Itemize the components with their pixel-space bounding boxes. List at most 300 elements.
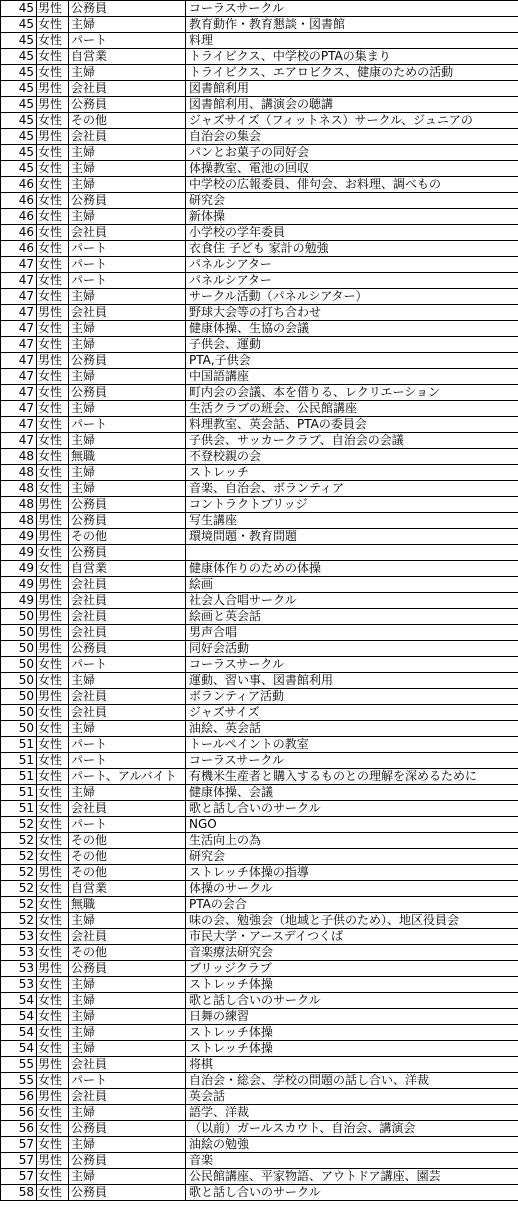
age-cell[interactable]: 55 (1, 1073, 37, 1089)
gender-cell[interactable]: 男性 (37, 961, 69, 977)
age-cell[interactable]: 45 (1, 161, 37, 177)
occupation-cell[interactable]: 公務員 (69, 385, 186, 401)
gender-cell[interactable]: 女性 (37, 737, 69, 753)
activity-cell[interactable]: トールペイントの教室 (186, 737, 518, 753)
age-cell[interactable]: 46 (1, 177, 37, 193)
age-cell[interactable]: 53 (1, 945, 37, 961)
activity-cell[interactable]: 絵画と英会話 (186, 609, 518, 625)
occupation-cell[interactable]: 自営業 (69, 561, 186, 577)
gender-cell[interactable]: 女性 (37, 337, 69, 353)
age-cell[interactable]: 45 (1, 81, 37, 97)
age-cell[interactable]: 57 (1, 1153, 37, 1169)
occupation-cell[interactable]: 会社員 (69, 1089, 186, 1105)
gender-cell[interactable]: 女性 (37, 657, 69, 673)
activity-cell[interactable]: 有機米生産者と購入するものとの理解を深めるために (186, 769, 518, 785)
activity-cell[interactable]: 研究会 (186, 849, 518, 865)
activity-cell[interactable]: 日舞の練習 (186, 1009, 518, 1025)
age-cell[interactable]: 56 (1, 1105, 37, 1121)
age-cell[interactable]: 47 (1, 273, 37, 289)
age-cell[interactable]: 47 (1, 417, 37, 433)
activity-cell[interactable]: 環境問題・教育問題 (186, 529, 518, 545)
occupation-cell[interactable]: 主婦 (69, 977, 186, 993)
gender-cell[interactable]: 男性 (37, 529, 69, 545)
age-cell[interactable]: 47 (1, 369, 37, 385)
occupation-cell[interactable]: 主婦 (69, 913, 186, 929)
activity-cell[interactable]: 料理 (186, 33, 518, 49)
activity-cell[interactable]: 公民館講座、平家物語、アウトドア講座、園芸 (186, 1169, 518, 1185)
gender-cell[interactable]: 女性 (37, 65, 69, 81)
occupation-cell[interactable]: パート (69, 657, 186, 673)
age-cell[interactable]: 57 (1, 1137, 37, 1153)
activity-cell[interactable]: 同好会活動 (186, 641, 518, 657)
age-cell[interactable]: 50 (1, 641, 37, 657)
activity-cell[interactable]: ストレッチ体操 (186, 1025, 518, 1041)
gender-cell[interactable]: 女性 (37, 241, 69, 257)
occupation-cell[interactable]: パート (69, 33, 186, 49)
occupation-cell[interactable]: 主婦 (69, 1025, 186, 1041)
age-cell[interactable]: 48 (1, 513, 37, 529)
occupation-cell[interactable]: 公務員 (69, 497, 186, 513)
age-cell[interactable]: 50 (1, 609, 37, 625)
age-cell[interactable]: 49 (1, 561, 37, 577)
age-cell[interactable]: 54 (1, 1041, 37, 1057)
occupation-cell[interactable]: 自営業 (69, 49, 186, 65)
age-cell[interactable]: 51 (1, 785, 37, 801)
occupation-cell[interactable]: 公務員 (69, 961, 186, 977)
occupation-cell[interactable]: 主婦 (69, 1105, 186, 1121)
activity-cell[interactable]: 写生講座 (186, 513, 518, 529)
gender-cell[interactable]: 男性 (37, 129, 69, 145)
activity-cell[interactable]: サークル活動（パネルシアター） (186, 289, 518, 305)
occupation-cell[interactable]: 会社員 (69, 225, 186, 241)
age-cell[interactable]: 54 (1, 1009, 37, 1025)
activity-cell[interactable]: 油絵、英会話 (186, 721, 518, 737)
age-cell[interactable]: 54 (1, 993, 37, 1009)
occupation-cell[interactable]: 会社員 (69, 625, 186, 641)
occupation-cell[interactable]: 主婦 (69, 337, 186, 353)
age-cell[interactable]: 47 (1, 385, 37, 401)
activity-cell[interactable]: 将棋 (186, 1057, 518, 1073)
gender-cell[interactable]: 男性 (37, 497, 69, 513)
gender-cell[interactable]: 女性 (37, 465, 69, 481)
occupation-cell[interactable]: パート (69, 1073, 186, 1089)
age-cell[interactable]: 52 (1, 849, 37, 865)
gender-cell[interactable]: 男性 (37, 865, 69, 881)
activity-cell[interactable]: コーラスサークル (186, 1, 518, 17)
age-cell[interactable]: 45 (1, 113, 37, 129)
age-cell[interactable]: 49 (1, 529, 37, 545)
gender-cell[interactable]: 女性 (37, 1105, 69, 1121)
occupation-cell[interactable]: 公務員 (69, 97, 186, 113)
age-cell[interactable]: 56 (1, 1121, 37, 1137)
gender-cell[interactable]: 男性 (37, 1057, 69, 1073)
gender-cell[interactable]: 男性 (37, 305, 69, 321)
gender-cell[interactable]: 女性 (37, 673, 69, 689)
age-cell[interactable]: 49 (1, 593, 37, 609)
age-cell[interactable]: 51 (1, 753, 37, 769)
age-cell[interactable]: 47 (1, 353, 37, 369)
activity-cell[interactable]: 音楽、自治会、ボランティア (186, 481, 518, 497)
gender-cell[interactable]: 女性 (37, 209, 69, 225)
gender-cell[interactable]: 女性 (37, 881, 69, 897)
age-cell[interactable]: 48 (1, 481, 37, 497)
gender-cell[interactable]: 女性 (37, 1009, 69, 1025)
age-cell[interactable]: 50 (1, 689, 37, 705)
activity-cell[interactable]: 中国語講座 (186, 369, 518, 385)
age-cell[interactable]: 56 (1, 1089, 37, 1105)
activity-cell[interactable]: トライビクス、エアロビクス、健康のための活動 (186, 65, 518, 81)
activity-cell[interactable]: 歌と話し合いのサークル (186, 1185, 518, 1201)
activity-cell[interactable]: ボランティア活動 (186, 689, 518, 705)
gender-cell[interactable]: 女性 (37, 977, 69, 993)
gender-cell[interactable]: 男性 (37, 625, 69, 641)
age-cell[interactable]: 47 (1, 401, 37, 417)
occupation-cell[interactable]: 会社員 (69, 801, 186, 817)
age-cell[interactable]: 50 (1, 721, 37, 737)
occupation-cell[interactable]: 会社員 (69, 705, 186, 721)
occupation-cell[interactable]: その他 (69, 833, 186, 849)
activity-cell[interactable]: 自治会・総会、学校の問題の話し合い、洋裁 (186, 1073, 518, 1089)
gender-cell[interactable]: 女性 (37, 17, 69, 33)
occupation-cell[interactable]: 公務員 (69, 513, 186, 529)
age-cell[interactable]: 47 (1, 321, 37, 337)
occupation-cell[interactable]: その他 (69, 113, 186, 129)
activity-cell[interactable]: パネルシアター (186, 257, 518, 273)
occupation-cell[interactable]: 主婦 (69, 465, 186, 481)
gender-cell[interactable]: 女性 (37, 545, 69, 561)
activity-cell[interactable]: 小学校の学年委員 (186, 225, 518, 241)
age-cell[interactable]: 52 (1, 865, 37, 881)
activity-cell[interactable]: 図書館利用 (186, 81, 518, 97)
age-cell[interactable]: 45 (1, 1, 37, 17)
age-cell[interactable]: 50 (1, 673, 37, 689)
age-cell[interactable]: 55 (1, 1057, 37, 1073)
occupation-cell[interactable]: 無職 (69, 449, 186, 465)
occupation-cell[interactable]: 公務員 (69, 1185, 186, 1201)
activity-cell[interactable]: 歌と話し合いのサークル (186, 801, 518, 817)
gender-cell[interactable]: 男性 (37, 641, 69, 657)
occupation-cell[interactable]: パート (69, 273, 186, 289)
occupation-cell[interactable]: その他 (69, 529, 186, 545)
occupation-cell[interactable]: 主婦 (69, 433, 186, 449)
occupation-cell[interactable]: 主婦 (69, 673, 186, 689)
activity-cell[interactable]: 町内会の会議、本を借りる、レクリエーション (186, 385, 518, 401)
occupation-cell[interactable]: 会社員 (69, 129, 186, 145)
age-cell[interactable]: 51 (1, 801, 37, 817)
age-cell[interactable]: 57 (1, 1169, 37, 1185)
occupation-cell[interactable]: 主婦 (69, 721, 186, 737)
activity-cell[interactable]: 健康体操、会議 (186, 785, 518, 801)
occupation-cell[interactable]: 主婦 (69, 161, 186, 177)
gender-cell[interactable]: 女性 (37, 433, 69, 449)
age-cell[interactable]: 49 (1, 545, 37, 561)
age-cell[interactable]: 48 (1, 449, 37, 465)
activity-cell[interactable]: ジャズサイズ（フィットネス）サークル、ジュニアの (186, 113, 518, 129)
activity-cell[interactable]: 衣食住 子ども 家計の勉強 (186, 241, 518, 257)
activity-cell[interactable]: コーラスサークル (186, 753, 518, 769)
activity-cell[interactable]: 運動、習い事、図書館利用 (186, 673, 518, 689)
age-cell[interactable]: 48 (1, 465, 37, 481)
age-cell[interactable]: 51 (1, 737, 37, 753)
age-cell[interactable]: 53 (1, 929, 37, 945)
activity-cell[interactable]: 体操のサークル (186, 881, 518, 897)
gender-cell[interactable]: 女性 (37, 769, 69, 785)
occupation-cell[interactable]: 会社員 (69, 305, 186, 321)
gender-cell[interactable]: 女性 (37, 801, 69, 817)
gender-cell[interactable]: 女性 (37, 561, 69, 577)
gender-cell[interactable]: 女性 (37, 897, 69, 913)
age-cell[interactable]: 45 (1, 49, 37, 65)
age-cell[interactable]: 47 (1, 289, 37, 305)
occupation-cell[interactable]: 主婦 (69, 65, 186, 81)
occupation-cell[interactable]: 主婦 (69, 1009, 186, 1025)
age-cell[interactable]: 46 (1, 209, 37, 225)
gender-cell[interactable]: 男性 (37, 1, 69, 17)
activity-cell[interactable]: 子供会、サッカークラブ、自治会の会議 (186, 433, 518, 449)
activity-cell[interactable]: NGO (186, 817, 518, 833)
activity-cell[interactable]: 料理教室、英会話、PTAの委員会 (186, 417, 518, 433)
occupation-cell[interactable]: パート (69, 241, 186, 257)
age-cell[interactable]: 49 (1, 577, 37, 593)
occupation-cell[interactable]: 会社員 (69, 689, 186, 705)
age-cell[interactable]: 47 (1, 433, 37, 449)
occupation-cell[interactable]: パート (69, 417, 186, 433)
activity-cell[interactable]: 語学、洋裁 (186, 1105, 518, 1121)
activity-cell[interactable]: （以前）ガールスカウト、自治会、講演会 (186, 1121, 518, 1137)
gender-cell[interactable]: 女性 (37, 705, 69, 721)
occupation-cell[interactable]: パート (69, 257, 186, 273)
gender-cell[interactable]: 女性 (37, 385, 69, 401)
gender-cell[interactable]: 女性 (37, 145, 69, 161)
age-cell[interactable]: 54 (1, 1025, 37, 1041)
activity-cell[interactable]: 音楽 (186, 1153, 518, 1169)
activity-cell[interactable]: PTAの会合 (186, 897, 518, 913)
activity-cell[interactable]: 子供会、運動 (186, 337, 518, 353)
age-cell[interactable]: 46 (1, 193, 37, 209)
occupation-cell[interactable]: 主婦 (69, 369, 186, 385)
occupation-cell[interactable]: パート (69, 753, 186, 769)
age-cell[interactable]: 52 (1, 881, 37, 897)
occupation-cell[interactable]: 公務員 (69, 1, 186, 17)
activity-cell[interactable]: ストレッチ体操 (186, 1041, 518, 1057)
activity-cell[interactable]: 油絵の勉強 (186, 1137, 518, 1153)
activity-cell[interactable]: 味の会、勉強会（地域と子供のため）、地区役員会 (186, 913, 518, 929)
activity-cell[interactable]: コントラクトブリッジ (186, 497, 518, 513)
occupation-cell[interactable]: パート (69, 737, 186, 753)
age-cell[interactable]: 46 (1, 241, 37, 257)
gender-cell[interactable]: 女性 (37, 113, 69, 129)
occupation-cell[interactable]: 会社員 (69, 593, 186, 609)
activity-cell[interactable]: 生活クラブの班会、公民館講座 (186, 401, 518, 417)
gender-cell[interactable]: 女性 (37, 401, 69, 417)
occupation-cell[interactable]: その他 (69, 945, 186, 961)
gender-cell[interactable]: 女性 (37, 193, 69, 209)
age-cell[interactable]: 50 (1, 657, 37, 673)
activity-cell[interactable]: パンとお菓子の同好会 (186, 145, 518, 161)
gender-cell[interactable]: 女性 (37, 369, 69, 385)
gender-cell[interactable]: 女性 (37, 1073, 69, 1089)
age-cell[interactable]: 45 (1, 65, 37, 81)
age-cell[interactable]: 48 (1, 497, 37, 513)
occupation-cell[interactable]: 主婦 (69, 209, 186, 225)
age-cell[interactable]: 47 (1, 257, 37, 273)
activity-cell[interactable]: 市民大学・アースデイつくば (186, 929, 518, 945)
age-cell[interactable]: 47 (1, 305, 37, 321)
age-cell[interactable]: 45 (1, 33, 37, 49)
activity-cell[interactable]: 不登校親の会 (186, 449, 518, 465)
gender-cell[interactable]: 女性 (37, 929, 69, 945)
age-cell[interactable]: 51 (1, 769, 37, 785)
occupation-cell[interactable]: 会社員 (69, 81, 186, 97)
age-cell[interactable]: 45 (1, 97, 37, 113)
gender-cell[interactable]: 男性 (37, 577, 69, 593)
activity-cell[interactable] (186, 545, 518, 561)
age-cell[interactable]: 52 (1, 833, 37, 849)
age-cell[interactable]: 50 (1, 625, 37, 641)
age-cell[interactable]: 46 (1, 225, 37, 241)
gender-cell[interactable]: 男性 (37, 593, 69, 609)
age-cell[interactable]: 52 (1, 897, 37, 913)
gender-cell[interactable]: 女性 (37, 785, 69, 801)
occupation-cell[interactable]: 公務員 (69, 353, 186, 369)
age-cell[interactable]: 45 (1, 17, 37, 33)
gender-cell[interactable]: 女性 (37, 449, 69, 465)
activity-cell[interactable]: 研究会 (186, 193, 518, 209)
occupation-cell[interactable]: 主婦 (69, 481, 186, 497)
gender-cell[interactable]: 女性 (37, 161, 69, 177)
occupation-cell[interactable]: 主婦 (69, 321, 186, 337)
gender-cell[interactable]: 女性 (37, 1025, 69, 1041)
activity-cell[interactable]: 英会話 (186, 1089, 518, 1105)
occupation-cell[interactable]: 公務員 (69, 641, 186, 657)
activity-cell[interactable]: 男声合唱 (186, 625, 518, 641)
occupation-cell[interactable]: 主婦 (69, 1041, 186, 1057)
age-cell[interactable]: 53 (1, 961, 37, 977)
gender-cell[interactable]: 女性 (37, 49, 69, 65)
activity-cell[interactable]: ブリッジクラブ (186, 961, 518, 977)
activity-cell[interactable]: 歌と話し合いのサークル (186, 993, 518, 1009)
occupation-cell[interactable]: 自営業 (69, 881, 186, 897)
gender-cell[interactable]: 女性 (37, 417, 69, 433)
activity-cell[interactable]: コーラスサークル (186, 657, 518, 673)
gender-cell[interactable]: 男性 (37, 81, 69, 97)
activity-cell[interactable]: PTA,子供会 (186, 353, 518, 369)
gender-cell[interactable]: 女性 (37, 1041, 69, 1057)
gender-cell[interactable]: 女性 (37, 849, 69, 865)
gender-cell[interactable]: 女性 (37, 289, 69, 305)
age-cell[interactable]: 45 (1, 145, 37, 161)
gender-cell[interactable]: 女性 (37, 945, 69, 961)
activity-cell[interactable]: トライビクス、中学校のPTAの集まり (186, 49, 518, 65)
occupation-cell[interactable]: その他 (69, 849, 186, 865)
gender-cell[interactable]: 女性 (37, 321, 69, 337)
activity-cell[interactable]: ストレッチ体操 (186, 977, 518, 993)
activity-cell[interactable]: 社会人合唱サークル (186, 593, 518, 609)
gender-cell[interactable]: 男性 (37, 353, 69, 369)
age-cell[interactable]: 50 (1, 705, 37, 721)
age-cell[interactable]: 58 (1, 1185, 37, 1201)
occupation-cell[interactable]: 公務員 (69, 1121, 186, 1137)
gender-cell[interactable]: 女性 (37, 753, 69, 769)
occupation-cell[interactable]: 主婦 (69, 785, 186, 801)
occupation-cell[interactable]: パート、アルバイト (69, 769, 186, 785)
occupation-cell[interactable]: 主婦 (69, 1169, 186, 1185)
activity-cell[interactable]: パネルシアター (186, 273, 518, 289)
occupation-cell[interactable]: その他 (69, 865, 186, 881)
gender-cell[interactable]: 女性 (37, 33, 69, 49)
gender-cell[interactable]: 女性 (37, 481, 69, 497)
gender-cell[interactable]: 女性 (37, 1137, 69, 1153)
gender-cell[interactable]: 女性 (37, 993, 69, 1009)
gender-cell[interactable]: 男性 (37, 689, 69, 705)
gender-cell[interactable]: 女性 (37, 817, 69, 833)
occupation-cell[interactable]: 主婦 (69, 289, 186, 305)
gender-cell[interactable]: 女性 (37, 225, 69, 241)
gender-cell[interactable]: 女性 (37, 1185, 69, 1201)
gender-cell[interactable]: 男性 (37, 1089, 69, 1105)
activity-cell[interactable]: 新体操 (186, 209, 518, 225)
age-cell[interactable]: 52 (1, 913, 37, 929)
age-cell[interactable]: 53 (1, 977, 37, 993)
activity-cell[interactable]: 中学校の広報委員、俳句会、お料理、調べもの (186, 177, 518, 193)
activity-cell[interactable]: 音楽療法研究会 (186, 945, 518, 961)
gender-cell[interactable]: 男性 (37, 609, 69, 625)
activity-cell[interactable]: 健康体作りのための体操 (186, 561, 518, 577)
gender-cell[interactable]: 女性 (37, 913, 69, 929)
activity-cell[interactable]: 絵画 (186, 577, 518, 593)
occupation-cell[interactable]: 公務員 (69, 545, 186, 561)
occupation-cell[interactable]: 主婦 (69, 401, 186, 417)
gender-cell[interactable]: 女性 (37, 177, 69, 193)
gender-cell[interactable]: 男性 (37, 513, 69, 529)
occupation-cell[interactable]: 主婦 (69, 1137, 186, 1153)
age-cell[interactable]: 45 (1, 129, 37, 145)
occupation-cell[interactable]: 無職 (69, 897, 186, 913)
occupation-cell[interactable]: 主婦 (69, 177, 186, 193)
age-cell[interactable]: 52 (1, 817, 37, 833)
gender-cell[interactable]: 女性 (37, 273, 69, 289)
activity-cell[interactable]: 体操教室、電池の回収 (186, 161, 518, 177)
occupation-cell[interactable]: パート (69, 817, 186, 833)
activity-cell[interactable]: ストレッチ (186, 465, 518, 481)
activity-cell[interactable]: 健康体操、生協の会議 (186, 321, 518, 337)
activity-cell[interactable]: ジャズサイズ (186, 705, 518, 721)
occupation-cell[interactable]: 会社員 (69, 577, 186, 593)
activity-cell[interactable]: 図書館利用、講演会の聴講 (186, 97, 518, 113)
occupation-cell[interactable]: 主婦 (69, 145, 186, 161)
age-cell[interactable]: 47 (1, 337, 37, 353)
occupation-cell[interactable]: 主婦 (69, 993, 186, 1009)
gender-cell[interactable]: 男性 (37, 97, 69, 113)
occupation-cell[interactable]: 主婦 (69, 17, 186, 33)
occupation-cell[interactable]: 公務員 (69, 193, 186, 209)
occupation-cell[interactable]: 会社員 (69, 929, 186, 945)
activity-cell[interactable]: 教育動作・教育懇談・図書館 (186, 17, 518, 33)
gender-cell[interactable]: 女性 (37, 1169, 69, 1185)
activity-cell[interactable]: 野球大会等の打ち合わせ (186, 305, 518, 321)
gender-cell[interactable]: 女性 (37, 1121, 69, 1137)
gender-cell[interactable]: 女性 (37, 257, 69, 273)
gender-cell[interactable]: 女性 (37, 833, 69, 849)
occupation-cell[interactable]: 公務員 (69, 1153, 186, 1169)
activity-cell[interactable]: ストレッチ体操の指導 (186, 865, 518, 881)
gender-cell[interactable]: 男性 (37, 1153, 69, 1169)
gender-cell[interactable]: 女性 (37, 721, 69, 737)
occupation-cell[interactable]: 会社員 (69, 609, 186, 625)
activity-cell[interactable]: 自治会の集会 (186, 129, 518, 145)
occupation-cell[interactable]: 会社員 (69, 1057, 186, 1073)
activity-cell[interactable]: 生活向上の為 (186, 833, 518, 849)
